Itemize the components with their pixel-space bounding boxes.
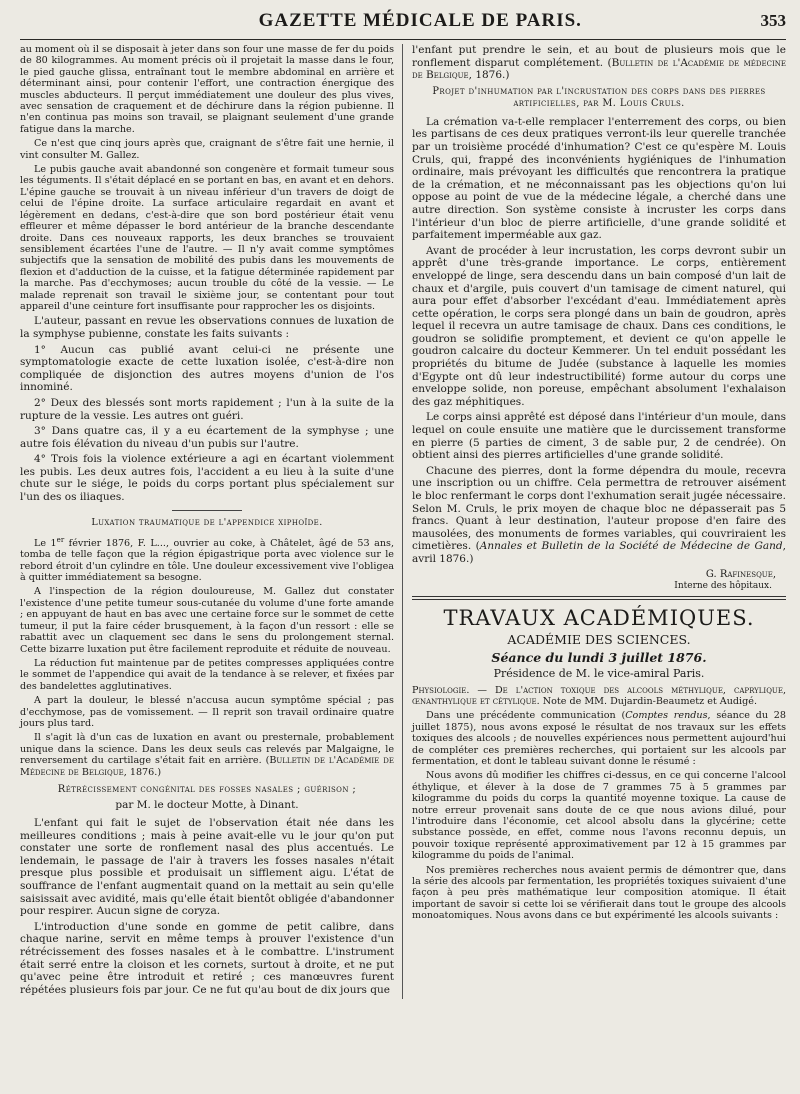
paragraph: 2° Deux des blessés sont morts rapidement ; l'un à la suite de la rupture de la vessie. Les autres ont guéri. <box>20 396 394 422</box>
section-heading: Rétrécissement congénital des fosses nasales ; guérison ; <box>57 783 357 795</box>
paragraph: l'enfant put prendre le sein, et au bout de plusieurs mois que le ronflement disparut complétement. (Bulletin de l'Académie de médecine de Belgique, 1876.) <box>412 44 786 82</box>
paragraph: au moment où il se disposait à jeter dans son four une masse de fer du poids de 80 kilogrammes. Au moment précis où il projetait la masse dans le four, le pied gauche glissa, entraînant tout le membre abdominal en arrière et déterminant ainsi, pour contenir l'effort, une contraction énergique des muscles abducteurs. Il perçut immédiatement une douleur des plus vives, avec sensation de craquement et de déchirure dans la région pubienne. Il n'en continua pas moins son travail, se plaignant seulement d'une grande fatigue dans la marche. <box>20 44 394 135</box>
paragraph: Le 1er février 1876, F. L..., ouvrier au coke, à Châtelet, âgé de 53 ans, tomba de telle façon que la région épigastrique porta avec violence sur le rebord étroit d'un cylindre en tôle. Une douleur excessivement vive l'obligea à quitter immédiatement sa besogne. <box>20 535 395 584</box>
session-date: Séance du lundi 3 juillet 1876. <box>491 649 707 665</box>
paragraph: Le corps ainsi apprêté est déposé dans l'intérieur d'un moule, dans lequel on coule ensuite une matière que le durcissement transforme en pierre (5 parties de ciment, 3 de sable pur, 2 de cendrée). On obtient ainsi des pierres artificielles d'une grande solidité. <box>412 411 786 462</box>
paragraph: Le pubis gauche avait abandonné son congenère et formait tumeur sous les téguments. Il s'était déplacé en se portant en bas, en avant et en dehors. L'épine gauche se trouvait à un niveau inférieur d'un travers de doigt de celui de l'épine droite. La surface articulaire regardait en avant et légèrement en dedans, c'est-à-dire que son bord postérieur était venu effleurer et même dépasser le bord antérieur de la branche descendante droite. Dans ces nouveaux rapports, les deux branches se trouvaient sensiblement écartées l'une de l'autre. — Il n'y avait comme symptômes subjectifs que la sensation de mobilité des pubis dans les mouvements de flexion et d'adduction de la cuisse, et la fatigue déterminée rapidement par la marche. Pas d'ecchymoses; aucun trouble du côté de la vessie. — Le malade reprenait son travail le sixième jour, se contentant pour tout appareil d'une ceinture fort insuffisante pour rapprocher les os disjoints. <box>20 164 394 312</box>
paragraph: Avant de procéder à leur incrustation, les corps devront subir un apprêt d'une très-grande importance. Le corps, entièrement enveloppé de linge, sera descendu dans un bain composé d'un lait de chaux et d'argile, puis couvert d'un tamisage de ciment naturel, qui aura pour effet d'absorber l'excédant d'eau. Immédiatement après cette opération, le corps sera plongé dans un bain de goudron, après lequel il recevra un autre tamisage de chaux. Dans ces conditions, le goudron se solidifie promptement, et devient ce qu'on appelle le goudron calcaire du docteur Kemmerer. Un tel enduit possédant les propriétés du bitume de Judée (substance à laquelle les momies d'Egypte ont dû leur indestructibilité) forme autour du corps une enveloppe solide, non poreuse, empêchant absolument l'exhalaison des gaz méphitiques. <box>412 244 786 408</box>
paragraph: 3° Dans quatre cas, il y a eu écartement de la symphyse ; une autre fois élévation du niveau d'un pubis sur l'autre. <box>20 425 394 450</box>
section-byline: par M. le docteur Motte, à Dinant. <box>115 798 299 811</box>
paragraph: Ce n'est que cinq jours après que, craignant de s'être fait une hernie, il vint consulter M. Gallez. <box>20 138 394 161</box>
paragraph: L'enfant qui fait le sujet de l'observation était née dans les meilleures conditions ; mais à peine avait-elle vu le jour qu'on put constater une sorte de ronflement nasal des plus accentués. Le lendemain, le passage de l'air à travers les fosses nasales n'était presque plus possible et produisait un sifflement aigu. L'état de souffrance de l'enfant augmentait quand on la mettait au sein qu'elle saisissait avec avidité, mais qu'elle était bientôt obligée d'abandonner pour respirer. Aucun signe de coryza. <box>20 816 394 918</box>
paragraph: 4° Trois fois la violence extérieure a agi en écartant violemment les pubis. Les deux autres fois, l'accident a eu lieu à la suite d'une chute sur le siége, le poids du corps portant plus spécialement sur l'un des os iliaques. <box>20 453 394 504</box>
author-role: Interne des hôpitaux. <box>674 580 772 591</box>
divider <box>172 510 242 511</box>
columns <box>20 44 786 999</box>
section-heading: Luxation traumatique de l'appendice xiphoïde. <box>91 516 323 528</box>
academy-name: ACADÉMIE DES SCIENCES. <box>507 631 691 647</box>
paragraph: Dans une précédente communication (Comptes rendus, séance du 28 juillet 1875), nous avons exposé le résultat de nos travaux sur les effets toxiques des alcools ; de nouvelles expériences nous permettent aujourd'hui de compléter ces premières recherches, qui portaient sur les alcools par fermentation, et dont le tableau suivant donne le résumé : <box>412 710 787 767</box>
presidency: Présidence de M. le vice-amiral Paris. <box>493 666 705 680</box>
right-column <box>404 44 786 999</box>
paragraph: A part la douleur, le blessé n'accusa aucun symptôme spécial ; pas d'ecchymose, pas de vomissement. — Il reprit son travail ordinaire quatre jours plus tard. <box>20 695 394 729</box>
paragraph: L'auteur, passant en revue les observations connues de luxation de la symphyse pubienne, constate les faits suivants : <box>20 315 394 340</box>
paragraph: Il s'agit là d'un cas de luxation en avant ou presternale, probablement unique dans la science. Dans les deux seuls cas relevés par Malgaigne, le renversement du cartilage s'était fait en arrière. (Bulletin de l'Académie de Médecine de Belgique, 1876.) <box>20 732 394 778</box>
paragraph: La réduction fut maintenue par de petites compresses appliquées contre le sommet de l'appendice qui avait de la tendance à se relever, et fixées par des bandelettes agglutinatives. <box>20 657 394 692</box>
left-column <box>20 44 403 999</box>
paragraph: Nos premières recherches nous avaient permis de démontrer que, dans la série des alcools par fermentation, les propriétés toxiques suivaient d'une façon à peu près mathématique leur composition atomique. Il était important de savoir si cette loi se vérifierait dans tout le groupe des alcools monoatomiques. Nous avons dans ce but expérimenté les alcools suivants : <box>412 864 786 922</box>
section-title: TRAVAUX ACADÉMIQUES. <box>443 605 755 630</box>
paragraph: L'introduction d'une sonde en gomme de petit calibre, dans chaque narine, servit en même temps à prouver l'existence d'un rétrécissement des fosses nasales et à le combattre. L'instrument était serré entre la cloison et les cornets, surtout à droite, et ne put qu'avec peine être introduit et retiré ; ces manœuvres furent répétées plusieurs fois par jour. Ce ne fut qu'au bout de dix jours que <box>20 920 394 996</box>
paragraph: Physiologie. — De l'action toxique des alcools méthylique, caprylique, œnanthylique et cétylique. Note de MM. Dujardin-Beaumetz et Audigé. <box>412 684 786 707</box>
journal-title: GAZETTE MÉDICALE DE PARIS. <box>258 10 582 31</box>
author-signature: G. Rafinesque, <box>705 568 776 580</box>
paragraph: A l'inspection de la région douloureuse, M. Gallez dut constater l'existence d'une petite tumeur sous-cutanée du volume d'une forte amande ; en appuyant de haut en bas avec une certaine force sur le sommet de cette tumeur, il put la faire céder brusquement, à la façon d'un ressort : elle se rabattit avec un claquement sec dans le sens du prolongement sternal. Cette bizarre luxation put être facilement reproduite et réduite de nouveau. <box>20 586 394 655</box>
page-header <box>20 10 786 40</box>
paragraph: Chacune des pierres, dont la forme dépendra du moule, recevra une inscription ou un chiffre. Cela permettra de retrouver aisément le bloc renfermant le corps dont l'exhumation serait jugée nécessaire. Selon M. Cruls, le prix moyen de chaque bloc ne dépasserait pas 5 francs. Quant à leur destination, l'auteur propose d'en faire des mausolées, des monuments de formes variables, qui couvriraient les cimetières. (Annales et Bulletin de la Société de Médecine de Gand, avril 1876.) <box>412 464 786 565</box>
paragraph: 1° Aucun cas publié avant celui-ci ne présente une symptomatologie exacte de cette luxation isolée, c'est-à-dire non compliquée de disjonction des autres moyens d'union de l'os innominé. <box>20 343 394 394</box>
paragraph: Nous avons dû modifier les chiffres ci-dessus, en ce qui concerne l'alcool éthylique, et élever à la dose de 7 grammes 75 à 5 grammes par kilogramme du poids du corps la quantité moyenne toxique. La cause de notre erreur provenait sans doute de ce que nous avions dilué, pour l'introduire dans l'économie, cet alcool absolu dans la glycérine; cette substance possède, en effet, comme nous l'avons reconnu depuis, un pouvoir toxique représenté approximativement par 12 à 15 grammes par kilogramme du poids de l'animal. <box>412 770 786 862</box>
paragraph: La crémation va-t-elle remplacer l'enterrement des corps, ou bien les partisans de ces deux pratiques verront-ils leur querelle tranchée par un troisième procédé d'inhumation? C'est ce qu'espère M. Louis Cruls, qui, frappé des inconvénients hygiéniques de l'inhumation ordinaire, mais prévoyant les difficultés que rencontrera la pratique de la crémation, et ne méconnaissant pas les objections qu'on lui oppose au point de vue de la médecine légale, a cherché dans une autre direction. Son système consiste à incruster les corps dans l'intérieur d'un bloc de pierre artificielle, d'une grande solidité et parfaitement imperméable aux gaz. <box>412 115 786 242</box>
divider <box>412 596 786 600</box>
section-heading: Projet d'inhumation par l'incrustation des corps dans des pierres artificielles, par M. Louis Cruls. <box>432 85 766 109</box>
page-number: 353 <box>760 11 786 30</box>
